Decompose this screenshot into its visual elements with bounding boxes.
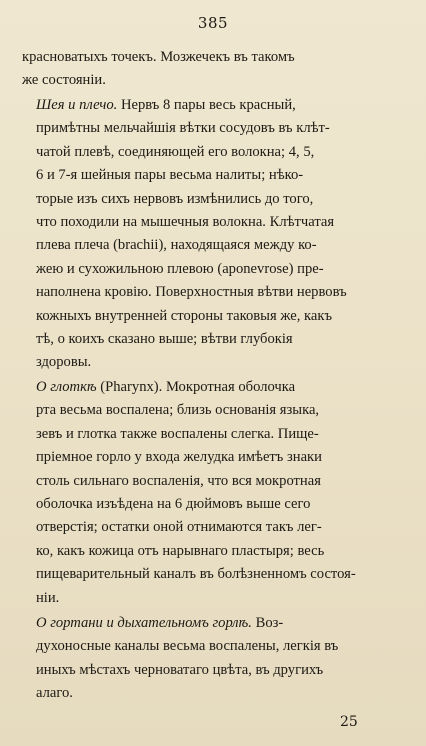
- text-line: столь сильнаго воспаленія, что вся мокротная: [36, 472, 321, 489]
- paragraph-2: [22, 94, 406, 375]
- text-line: плева плеча (brachii), находящаяся между ко-: [36, 237, 317, 254]
- text-line: примѣтны мельчайшія вѣтки сосудовъ въ клѣт-: [36, 120, 330, 137]
- text-line: рта весьма воспалена; близь основанія языка,: [36, 402, 320, 419]
- paragraph-3: [22, 376, 406, 610]
- text-line: торые изъ сихъ нервовъ измѣнились до того,: [36, 190, 314, 207]
- text-line: чатой плевѣ, соединяющей его волокна; 4, 5,: [36, 143, 315, 160]
- text-line: здоровы.: [36, 354, 92, 371]
- text-line: красноватыхъ точекъ. Мозжечекъ въ такомъ: [22, 49, 295, 65]
- text-fragment: Воз-: [251, 615, 284, 631]
- text-line: иныхъ мѣстахъ черноватаго цвѣта, въ другихъ: [36, 661, 324, 678]
- text-line: [22, 376, 406, 399]
- section-heading: О гортани и дыхательномъ горлѣ.: [36, 615, 252, 631]
- paragraph-text: [22, 94, 406, 375]
- text-line: зевъ и глотка также воспалены слегка. Пище-: [36, 425, 319, 442]
- text-fragment: (Pharynx). Мокротная оболочка: [96, 379, 296, 395]
- text-line: алаго.: [36, 685, 73, 702]
- text-line: [22, 612, 406, 635]
- text-line: отверстія; остатки оной отнимаются такъ лег-: [36, 519, 322, 536]
- paragraph-text: [22, 612, 406, 706]
- text-line: духоносные каналы весьма воспалены, легкія въ: [36, 638, 339, 655]
- text-fragment: Нервъ 8 пары весь красный,: [117, 97, 296, 113]
- text-line: ко, какъ кожица отъ нарывнаго пластыря; весь: [36, 542, 325, 559]
- paragraph-4: [22, 612, 406, 706]
- text-line: пріемное горло у входа желудка имѣетъ знаки: [36, 449, 322, 466]
- paragraph-text: [22, 376, 406, 610]
- section-heading: Шея и плечо.: [36, 97, 118, 113]
- section-heading: О глоткѣ: [36, 379, 97, 395]
- printer-signature: 25: [340, 714, 358, 730]
- paragraph-1: [22, 46, 406, 93]
- text-line: ніи.: [36, 589, 60, 606]
- text-line: [22, 94, 406, 117]
- text-line: 6 и 7-я шейныя пары весьма налиты; нѣко-: [36, 167, 304, 184]
- text-line: пищеварительный каналъ въ болѣзненномъ состоя-: [36, 566, 356, 583]
- page-number: 385: [197, 14, 229, 32]
- text-line: жею и сухожильною плевою (aponevrose) пре-: [36, 260, 324, 277]
- text-line: же состояніи.: [22, 72, 106, 89]
- text-line: наполнена кровію. Поверхностныя вѣтви нервовъ: [36, 284, 347, 301]
- paragraph-text: [22, 46, 406, 93]
- text-line: оболочка изъѣдена на 6 дюймовъ выше сего: [36, 496, 311, 513]
- text-line: что походили на мышечныя волокна. Клѣтчатая: [36, 214, 335, 231]
- text-line: тѣ, о коихъ сказано выше; вѣтви глубокія: [36, 331, 293, 348]
- text-line: кожныхъ внутренней стороны таковыя же, какъ: [36, 307, 332, 324]
